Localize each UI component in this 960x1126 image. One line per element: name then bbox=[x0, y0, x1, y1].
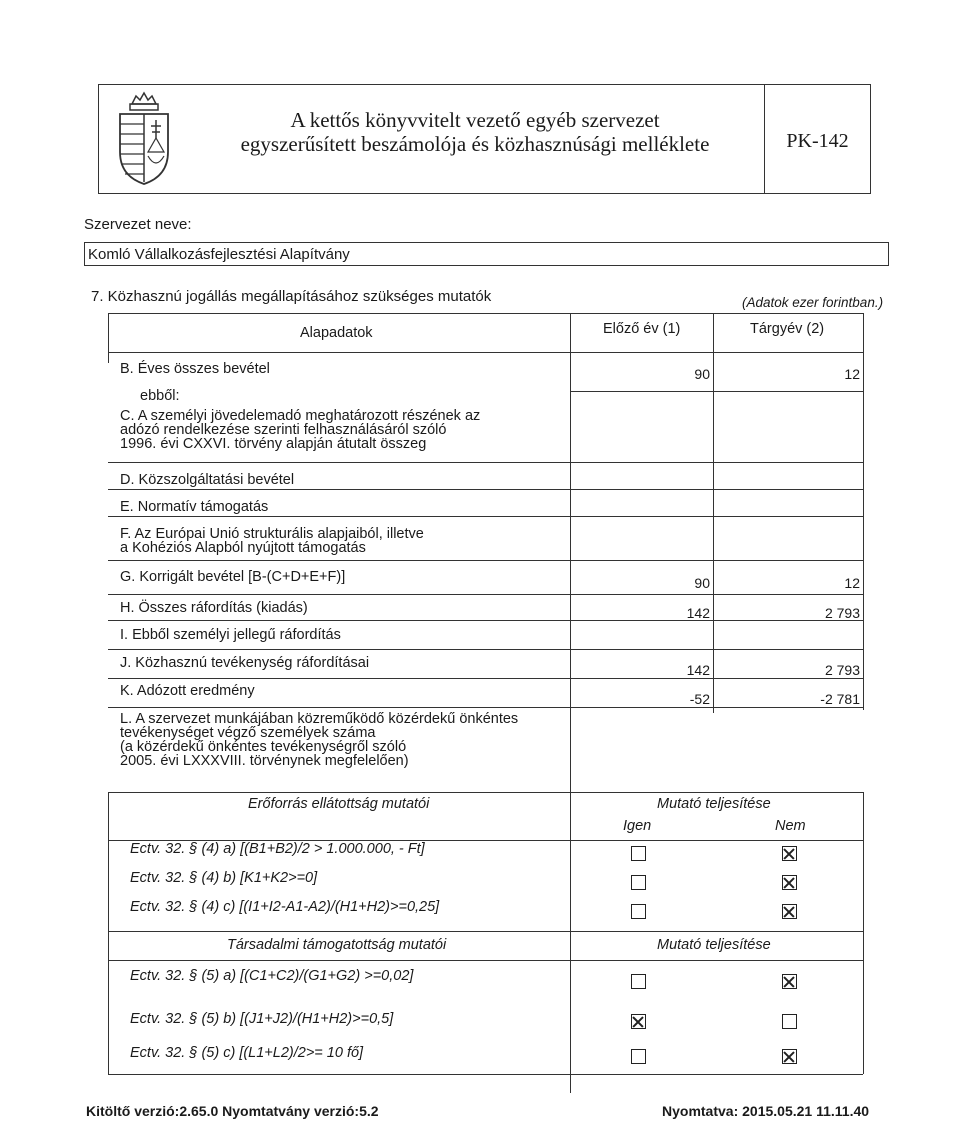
row-h-curr: 2 793 bbox=[824, 605, 860, 621]
row-k-curr: -2 781 bbox=[820, 691, 860, 707]
col-divider-1 bbox=[570, 313, 571, 1093]
yes-label: Igen bbox=[623, 818, 652, 834]
indicators-social-header-border bbox=[108, 960, 863, 961]
resource-b-no-checkbox[interactable] bbox=[782, 875, 797, 890]
row-j-curr: 2 793 bbox=[824, 662, 860, 678]
row-label-l-1: L. A szervezet munkájában közreműködő közérdekű önkéntes bbox=[120, 711, 519, 727]
col-header-curr-year: Tárgyév (2) bbox=[750, 321, 825, 337]
table-top-border bbox=[108, 313, 863, 314]
form-code: PK-142 bbox=[786, 130, 849, 152]
row-label-j: J. Közhasznú tevékenység ráfordításai bbox=[120, 655, 370, 671]
social-row-c: Ectv. 32. § (5) c) [(L1+L2)/2>= 10 fő] bbox=[130, 1045, 364, 1061]
table-left-border bbox=[108, 313, 109, 363]
resource-b-yes-checkbox[interactable] bbox=[631, 875, 646, 890]
row-label-of-which: ebből: bbox=[140, 388, 180, 404]
row-border bbox=[108, 516, 863, 517]
row-border bbox=[108, 594, 863, 595]
social-a-yes-checkbox[interactable] bbox=[631, 974, 646, 989]
no-label: Nem bbox=[775, 818, 806, 834]
unit-note: (Adatok ezer forintban.) bbox=[742, 295, 884, 310]
social-b-yes-checkbox[interactable] bbox=[631, 1014, 646, 1029]
row-label-c-2: adózó rendelkezése szerinti felhasználásáról szóló bbox=[120, 422, 447, 438]
social-c-no-checkbox[interactable] bbox=[782, 1049, 797, 1064]
row-label-f-2: a Kohéziós Alapból nyújtott támogatás bbox=[120, 540, 366, 556]
row-border bbox=[108, 678, 863, 679]
row-border bbox=[108, 707, 863, 708]
form-title-line-1: A kettős könyvvitelt vezető egyéb szervezet bbox=[290, 108, 660, 132]
row-label-k: K. Adózott eredmény bbox=[120, 683, 255, 699]
table-right-border bbox=[863, 313, 864, 710]
col-divider-2 bbox=[713, 313, 714, 713]
row-label-c-3: 1996. évi CXXVI. törvény alapján átutalt összeg bbox=[120, 436, 427, 452]
indicators-mid-border bbox=[108, 931, 863, 932]
social-a-no-checkbox[interactable] bbox=[782, 974, 797, 989]
row-h-prev: 142 bbox=[686, 605, 710, 621]
row-border bbox=[108, 649, 863, 650]
org-name-label: Szervezet neve: bbox=[84, 216, 192, 233]
coat-of-arms-icon bbox=[112, 90, 176, 188]
social-performance-header: Mutató teljesítése bbox=[657, 937, 771, 953]
row-border bbox=[108, 462, 863, 463]
row-b-prev: 90 bbox=[694, 366, 710, 382]
resource-row-c: Ectv. 32. § (4) c) [(I1+I2-A1-A2)/(H1+H2)>=0,25] bbox=[130, 899, 440, 915]
row-g-curr: 12 bbox=[844, 575, 860, 591]
resource-a-no-checkbox[interactable] bbox=[782, 846, 797, 861]
row-label-l-3: (a közérdekű önkéntes tevékenységről szóló bbox=[120, 739, 407, 755]
resource-row-b: Ectv. 32. § (4) b) [K1+K2>=0] bbox=[130, 870, 318, 886]
row-k-prev: -52 bbox=[689, 691, 710, 707]
row-g-prev: 90 bbox=[694, 575, 710, 591]
row-label-b: B. Éves összes bevétel bbox=[120, 361, 270, 377]
header-bottom-border bbox=[108, 352, 863, 353]
resource-c-yes-checkbox[interactable] bbox=[631, 904, 646, 919]
indicators-bottom-border bbox=[108, 1074, 863, 1075]
resource-row-a: Ectv. 32. § (4) a) [(B1+B2)/2 > 1.000.000, - Ft] bbox=[130, 841, 425, 857]
row-label-i: I. Ebből személyi jellegű ráfordítás bbox=[120, 627, 341, 643]
row-j-prev: 142 bbox=[686, 662, 710, 678]
social-row-b: Ectv. 32. § (5) b) [(J1+J2)/(H1+H2)>=0,5] bbox=[130, 1011, 394, 1027]
row-label-h: H. Összes ráfordítás (kiadás) bbox=[120, 600, 308, 616]
row-label-l-2: tevékenységet végző személyek száma bbox=[120, 725, 376, 741]
indicators-top-border bbox=[108, 792, 863, 793]
footer-version: Kitöltő verzió:2.65.0 Nyomtatvány verzió:5.2 bbox=[86, 1103, 379, 1119]
col-header-prev-year: Előző év (1) bbox=[603, 321, 681, 337]
col-header-basic: Alapadatok bbox=[300, 325, 373, 341]
section-title: 7. Közhasznú jogállás megállapításához szükséges mutatók bbox=[91, 288, 492, 305]
form-title-line-2: egyszerűsített beszámolója és közhasznúsági melléklete bbox=[240, 132, 710, 156]
row-label-d: D. Közszolgáltatási bevétel bbox=[120, 472, 295, 488]
row-b-curr: 12 bbox=[844, 366, 860, 382]
indicators-right-border bbox=[863, 792, 864, 1074]
row-label-f-1: F. Az Európai Unió strukturális alapjaiból, illetve bbox=[120, 526, 424, 542]
row-label-l-4: 2005. évi LXXXVIII. törvénynek megfelelően) bbox=[120, 753, 409, 769]
resource-a-yes-checkbox[interactable] bbox=[631, 846, 646, 861]
indicators-left-border bbox=[108, 792, 109, 1074]
social-c-yes-checkbox[interactable] bbox=[631, 1049, 646, 1064]
row-label-e: E. Normatív támogatás bbox=[120, 499, 269, 515]
performance-header: Mutató teljesítése bbox=[657, 796, 771, 812]
footer-printed: Nyomtatva: 2015.05.21 11.11.40 bbox=[662, 1103, 870, 1119]
org-name-value: Komló Vállalkozásfejlesztési Alapítvány bbox=[88, 246, 350, 263]
social-row-a: Ectv. 32. § (5) a) [(C1+C2)/(G1+G2) >=0,02] bbox=[130, 968, 414, 984]
row-border bbox=[570, 391, 863, 392]
resource-c-no-checkbox[interactable] bbox=[782, 904, 797, 919]
resource-indicators-header: Erőforrás ellátottság mutatói bbox=[248, 796, 430, 812]
row-border bbox=[108, 560, 863, 561]
row-label-c-1: C. A személyi jövedelemadó meghatározott részének az bbox=[120, 408, 481, 424]
social-b-no-checkbox[interactable] bbox=[782, 1014, 797, 1029]
row-label-g: G. Korrigált bevétel [B-(C+D+E+F)] bbox=[120, 569, 346, 585]
social-indicators-header: Társadalmi támogatottság mutatói bbox=[227, 937, 447, 953]
row-border bbox=[108, 489, 863, 490]
